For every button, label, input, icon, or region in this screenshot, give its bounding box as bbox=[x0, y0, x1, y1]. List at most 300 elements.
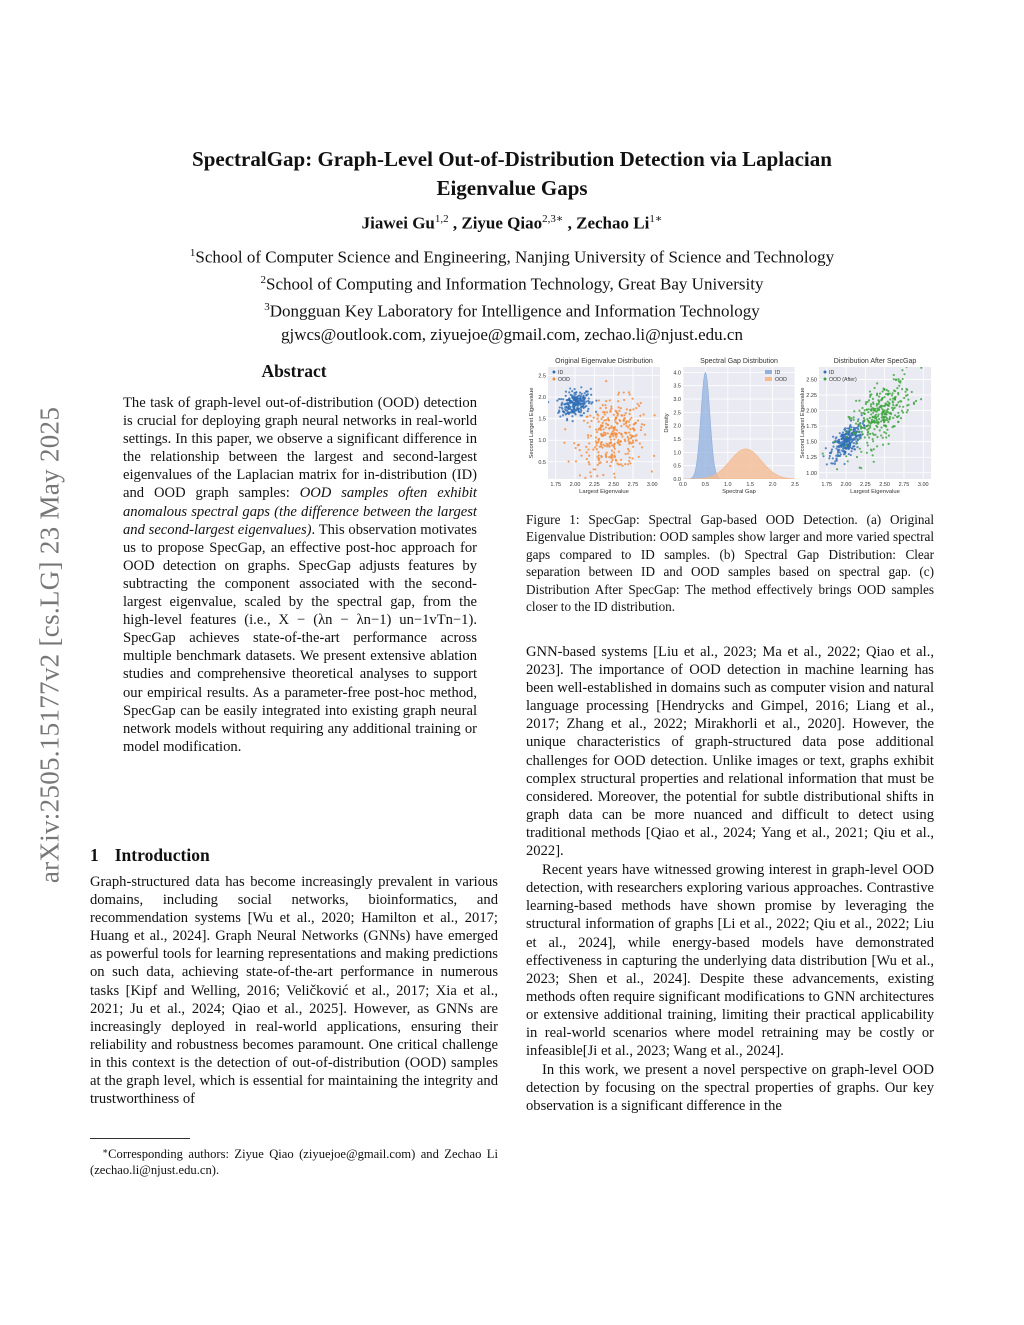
footnote-mark: ∗ bbox=[102, 1146, 109, 1156]
legend-marker bbox=[553, 371, 556, 374]
data-point bbox=[877, 413, 879, 415]
data-point bbox=[559, 406, 561, 408]
data-point bbox=[592, 449, 594, 451]
data-point bbox=[579, 449, 581, 451]
data-point bbox=[876, 394, 878, 396]
data-point bbox=[614, 434, 616, 436]
data-point bbox=[868, 399, 870, 401]
data-point bbox=[629, 462, 631, 464]
intro-paragraph: In this work, we present a novel perspective on graph-level OOD detection by focusing on the spectral properties of graphs. Our key observation is a significant difference in the bbox=[526, 1062, 934, 1115]
data-point bbox=[640, 402, 642, 404]
data-point bbox=[826, 463, 828, 465]
x-tick-label: 2.25 bbox=[588, 482, 600, 488]
data-point bbox=[604, 413, 606, 415]
data-point bbox=[635, 422, 637, 424]
author-affiliation-mark: 1∗ bbox=[649, 213, 663, 225]
data-point bbox=[561, 406, 563, 408]
data-point bbox=[828, 457, 830, 459]
data-point bbox=[861, 407, 863, 409]
x-tick-label: 1.75 bbox=[821, 482, 833, 488]
legend-label: ID bbox=[775, 370, 781, 376]
x-tick-label: 1.0 bbox=[723, 482, 732, 488]
data-point bbox=[865, 403, 867, 405]
data-point bbox=[607, 423, 609, 425]
data-point bbox=[587, 448, 589, 450]
y-axis-label: Density bbox=[664, 413, 670, 433]
email-list: gjwcs@outlook.com, ziyuejoe@gmail.com, zechao.li@njust.edu.cn bbox=[281, 325, 743, 345]
data-point bbox=[618, 432, 620, 434]
y-tick-label: 1.00 bbox=[806, 470, 817, 477]
data-point bbox=[619, 444, 621, 446]
data-point bbox=[920, 367, 922, 369]
data-point bbox=[616, 423, 618, 425]
data-point bbox=[653, 455, 655, 457]
data-point bbox=[850, 438, 852, 440]
data-point bbox=[577, 444, 579, 446]
data-point bbox=[881, 413, 883, 415]
data-point bbox=[637, 419, 639, 421]
data-point bbox=[588, 442, 590, 444]
data-point bbox=[578, 394, 580, 396]
data-point bbox=[595, 400, 597, 402]
data-point bbox=[894, 397, 896, 399]
abstract-heading: Abstract bbox=[261, 361, 327, 381]
data-point bbox=[887, 394, 889, 396]
data-point bbox=[861, 433, 863, 435]
data-point bbox=[896, 416, 898, 418]
legend-label: OOD bbox=[775, 377, 787, 383]
data-point bbox=[889, 418, 891, 420]
data-point bbox=[600, 445, 602, 447]
data-point bbox=[633, 423, 635, 425]
data-point bbox=[885, 432, 887, 434]
data-point bbox=[587, 436, 589, 438]
data-point bbox=[872, 438, 874, 440]
y-tick-label: 1.0 bbox=[538, 438, 546, 445]
data-point bbox=[610, 441, 612, 443]
data-point bbox=[579, 403, 581, 405]
x-tick-label: 2.5 bbox=[791, 482, 799, 488]
data-point bbox=[615, 411, 617, 413]
data-point bbox=[891, 426, 893, 428]
data-point bbox=[856, 456, 858, 458]
data-point bbox=[880, 405, 882, 407]
data-point bbox=[895, 404, 897, 406]
data-point bbox=[897, 392, 899, 394]
y-tick-label: 2.50 bbox=[806, 377, 817, 384]
data-point bbox=[568, 399, 570, 401]
data-point bbox=[626, 408, 628, 410]
data-point bbox=[587, 393, 589, 395]
data-point bbox=[836, 458, 838, 460]
data-point bbox=[855, 443, 857, 445]
data-point bbox=[901, 369, 903, 371]
title-line-1: SpectralGap: Graph-Level Out-of-Distribution Detection via Laplacian bbox=[192, 147, 832, 171]
data-point bbox=[860, 412, 862, 414]
data-point bbox=[637, 403, 639, 405]
data-point bbox=[579, 474, 581, 476]
data-point bbox=[878, 396, 880, 398]
data-point bbox=[892, 409, 894, 411]
data-point bbox=[620, 459, 622, 461]
data-point bbox=[864, 409, 866, 411]
data-point bbox=[632, 435, 634, 437]
data-point bbox=[575, 413, 577, 415]
data-point bbox=[587, 422, 589, 424]
data-point bbox=[568, 391, 570, 393]
data-point bbox=[568, 412, 570, 414]
data-point bbox=[878, 418, 880, 420]
data-point bbox=[625, 432, 627, 434]
data-point bbox=[886, 413, 888, 415]
figure-1-plots bbox=[526, 355, 936, 500]
data-point bbox=[596, 431, 598, 433]
data-point bbox=[862, 427, 864, 429]
data-point bbox=[597, 456, 599, 458]
data-point bbox=[855, 423, 857, 425]
data-point bbox=[633, 428, 635, 430]
data-point bbox=[876, 403, 878, 405]
data-point bbox=[892, 400, 894, 402]
x-axis-label: Largest Eigenvalue bbox=[579, 489, 629, 495]
data-point bbox=[624, 463, 626, 465]
data-point bbox=[618, 410, 620, 412]
data-point bbox=[858, 438, 860, 440]
data-point bbox=[623, 418, 625, 420]
data-point bbox=[832, 436, 834, 438]
data-point bbox=[870, 449, 872, 451]
data-point bbox=[612, 435, 614, 437]
data-point bbox=[641, 423, 643, 425]
data-point bbox=[867, 444, 869, 446]
data-point bbox=[873, 461, 875, 463]
data-point bbox=[618, 441, 620, 443]
data-point bbox=[894, 407, 896, 409]
data-point bbox=[869, 433, 871, 435]
data-point bbox=[894, 390, 896, 392]
data-point bbox=[873, 409, 875, 411]
data-point bbox=[851, 447, 853, 449]
data-point bbox=[632, 441, 634, 443]
section-number: 1 bbox=[90, 845, 99, 865]
data-point bbox=[844, 453, 846, 455]
y-tick-label: 3.5 bbox=[673, 383, 681, 390]
data-point bbox=[863, 424, 865, 426]
data-point bbox=[860, 427, 862, 429]
y-tick-label: 2.0 bbox=[673, 423, 681, 430]
data-point bbox=[867, 434, 869, 436]
data-point bbox=[855, 436, 857, 438]
data-point bbox=[588, 463, 590, 465]
data-point bbox=[835, 455, 837, 457]
data-point bbox=[896, 387, 898, 389]
data-point bbox=[860, 467, 862, 469]
data-point bbox=[899, 405, 901, 407]
data-point bbox=[873, 448, 875, 450]
data-point bbox=[843, 463, 845, 465]
data-point bbox=[547, 401, 549, 403]
data-point bbox=[842, 431, 844, 433]
data-point bbox=[905, 388, 907, 390]
data-point bbox=[599, 407, 601, 409]
data-point bbox=[843, 439, 845, 441]
data-point bbox=[876, 382, 878, 384]
data-point bbox=[613, 414, 615, 416]
data-point bbox=[620, 463, 622, 465]
data-point bbox=[617, 400, 619, 402]
data-point bbox=[907, 398, 909, 400]
data-point bbox=[855, 400, 857, 402]
data-point bbox=[643, 413, 645, 415]
data-point bbox=[902, 406, 904, 408]
data-point bbox=[836, 441, 838, 443]
x-tick-label: 2.00 bbox=[840, 482, 852, 488]
data-point bbox=[848, 441, 850, 443]
data-point bbox=[872, 403, 874, 405]
data-point bbox=[857, 420, 859, 422]
y-tick-label: 0.5 bbox=[538, 459, 546, 466]
data-point bbox=[638, 405, 640, 407]
data-point bbox=[863, 420, 865, 422]
data-point bbox=[869, 425, 871, 427]
y-tick-label: 2.5 bbox=[538, 373, 546, 380]
figure-caption: Figure 1: SpecGap: Spectral Gap-based OOD Detection. (a) Original Eigenvalue Distribution: OOD samples show larger and more varied spectral gaps compared to ID samples. (b) Spectral Gap Distribution: Clear separation between ID and OOD samples based on spectral gap. (c) Distribution After SpecGap: The method effectively brings OOD samples closer to the ID distribution. bbox=[526, 512, 934, 615]
data-point bbox=[608, 445, 610, 447]
affiliation-text: School of Computer Science and Engineering, Nanjing University of Science and Technology bbox=[195, 247, 835, 267]
data-point bbox=[874, 421, 876, 423]
data-point bbox=[609, 411, 611, 413]
x-tick-label: 2.25 bbox=[859, 482, 871, 488]
data-point bbox=[886, 417, 888, 419]
data-point bbox=[586, 416, 588, 418]
data-point bbox=[639, 415, 641, 417]
data-point bbox=[611, 433, 613, 435]
intro-paragraph: Graph-structured data has become increasingly prevalent in various domains, including social networks, bioinformatics, and recommendation systems [Wu et al., 2020; Hamilton et al., 2017; Huang et al., 2024]. Graph Neural Networks (GNNs) have emerged as powerful tools for learning representations and making predictions on such data, achieving state-of-the-art performance in numerous tasks [Kipf and Welling, 2016; Veličković et al., 2017; Xia et al., 2021; Ju et al., 2024; Qiao et al., 2025]. However, as GNNs are increasingly deployed in real-world applications, ensuring their reliability and robustness becomes paramount. One critical challenge in this context is the detection of out-of-distribution (OOD) samples at the graph level, which is essential for maintaining the integrity and trustworthiness of bbox=[90, 874, 498, 1108]
data-point bbox=[882, 419, 884, 421]
data-point bbox=[572, 411, 574, 413]
data-point bbox=[862, 423, 864, 425]
data-point bbox=[609, 435, 611, 437]
data-point bbox=[634, 435, 636, 437]
data-point bbox=[872, 440, 874, 442]
data-point bbox=[894, 414, 896, 416]
x-tick-label: 3.00 bbox=[646, 482, 658, 488]
data-point bbox=[858, 431, 860, 433]
data-point bbox=[623, 420, 625, 422]
data-point bbox=[846, 446, 848, 448]
legend-label: OOD (After) bbox=[829, 377, 857, 383]
data-point bbox=[608, 427, 610, 429]
data-point bbox=[627, 448, 629, 450]
affiliation bbox=[80, 242, 944, 269]
data-point bbox=[867, 432, 869, 434]
data-point bbox=[606, 411, 608, 413]
data-point bbox=[850, 426, 852, 428]
data-point bbox=[589, 471, 591, 473]
data-point bbox=[591, 401, 593, 403]
data-point bbox=[564, 428, 566, 430]
data-point bbox=[613, 451, 615, 453]
data-point bbox=[625, 412, 627, 414]
data-point bbox=[602, 422, 604, 424]
data-point bbox=[600, 443, 602, 445]
data-point bbox=[880, 434, 882, 436]
data-point bbox=[850, 441, 852, 443]
data-point bbox=[920, 398, 922, 400]
data-point bbox=[617, 439, 619, 441]
affiliation bbox=[80, 269, 944, 296]
data-point bbox=[597, 438, 599, 440]
x-tick-label: 2.50 bbox=[608, 482, 620, 488]
data-point bbox=[595, 444, 597, 446]
data-point bbox=[613, 444, 615, 446]
data-point bbox=[869, 390, 871, 392]
data-point bbox=[847, 460, 849, 462]
data-point bbox=[628, 431, 630, 433]
data-point bbox=[881, 390, 883, 392]
data-point bbox=[901, 410, 903, 412]
data-point bbox=[856, 446, 858, 448]
data-point bbox=[853, 416, 855, 418]
data-point bbox=[572, 402, 574, 404]
data-point bbox=[872, 454, 874, 456]
data-point bbox=[605, 407, 607, 409]
data-point bbox=[562, 398, 564, 400]
data-point bbox=[600, 426, 602, 428]
data-point bbox=[841, 449, 843, 451]
data-point bbox=[564, 408, 566, 410]
data-point bbox=[600, 418, 602, 420]
data-point bbox=[651, 470, 653, 472]
data-point bbox=[867, 411, 869, 413]
data-point bbox=[584, 477, 586, 479]
y-tick-label: 1.50 bbox=[806, 439, 817, 446]
data-point bbox=[613, 438, 615, 440]
data-point bbox=[883, 396, 885, 398]
data-point bbox=[588, 455, 590, 457]
data-point bbox=[860, 425, 862, 427]
data-point bbox=[883, 388, 885, 390]
data-point bbox=[597, 451, 599, 453]
data-point bbox=[905, 366, 907, 368]
data-point bbox=[638, 456, 640, 458]
data-point bbox=[585, 446, 587, 448]
abstract-text-part: The task of graph-level out-of-distribution (OOD) detection is crucial for deploying graph neural networks in real-world settings. In this paper, we observe a significant difference in the relationship between the largest and second-largest eigenvalues of the Laplacian matrix for in-distribution (ID) and OOD graph samples: bbox=[123, 395, 477, 502]
data-point bbox=[605, 400, 607, 402]
data-point bbox=[835, 436, 837, 438]
data-point bbox=[898, 385, 900, 387]
data-point bbox=[571, 415, 573, 417]
data-point bbox=[886, 429, 888, 431]
data-point bbox=[580, 400, 582, 402]
left-column-body bbox=[90, 873, 498, 1108]
data-point bbox=[582, 403, 584, 405]
data-point bbox=[847, 437, 849, 439]
data-point bbox=[609, 399, 611, 401]
data-point bbox=[902, 378, 904, 380]
data-point bbox=[636, 439, 638, 441]
data-point bbox=[590, 388, 592, 390]
data-point bbox=[870, 405, 872, 407]
data-point bbox=[623, 423, 625, 425]
data-point bbox=[887, 401, 889, 403]
data-point bbox=[623, 399, 625, 401]
abstract-emphasis: OOD samples often exhibit anomalous spectral gaps (the difference between the largest and second-largest eigenvalues) bbox=[123, 485, 477, 538]
data-point bbox=[579, 411, 581, 413]
data-point bbox=[559, 415, 561, 417]
data-point bbox=[870, 403, 872, 405]
data-point bbox=[610, 457, 612, 459]
section-title-text: Introduction bbox=[114, 845, 210, 865]
data-point bbox=[563, 442, 565, 444]
data-point bbox=[595, 497, 597, 499]
data-point bbox=[584, 392, 586, 394]
data-point bbox=[604, 432, 606, 434]
data-point bbox=[577, 401, 579, 403]
data-point bbox=[569, 387, 571, 389]
x-tick-label: 2.50 bbox=[879, 482, 891, 488]
data-point bbox=[610, 461, 612, 463]
data-point bbox=[868, 436, 870, 438]
data-point bbox=[590, 394, 592, 396]
data-point bbox=[565, 391, 567, 393]
author-affiliation-mark: 1,2 bbox=[434, 213, 449, 225]
data-point bbox=[587, 434, 589, 436]
data-point bbox=[894, 425, 896, 427]
data-point bbox=[837, 451, 839, 453]
data-point bbox=[875, 425, 877, 427]
data-point bbox=[846, 431, 848, 433]
data-point bbox=[838, 449, 840, 451]
data-point bbox=[849, 424, 851, 426]
data-point bbox=[891, 394, 893, 396]
data-point bbox=[835, 447, 837, 449]
data-point bbox=[576, 406, 578, 408]
y-tick-label: 0.5 bbox=[673, 463, 681, 470]
data-point bbox=[847, 416, 849, 418]
data-point bbox=[643, 424, 645, 426]
data-point bbox=[597, 464, 599, 466]
data-point bbox=[629, 409, 631, 411]
data-point bbox=[614, 448, 616, 450]
data-point bbox=[587, 410, 589, 412]
data-point bbox=[870, 393, 872, 395]
data-point bbox=[575, 460, 577, 462]
data-point bbox=[882, 437, 884, 439]
x-tick-label: 2.0 bbox=[768, 482, 777, 488]
data-point bbox=[629, 418, 631, 420]
data-point bbox=[614, 428, 616, 430]
data-point bbox=[902, 411, 904, 413]
data-point bbox=[565, 395, 567, 397]
data-point bbox=[621, 465, 623, 467]
data-point bbox=[853, 442, 855, 444]
data-point bbox=[899, 381, 901, 383]
data-point bbox=[822, 453, 824, 455]
data-point bbox=[635, 407, 637, 409]
data-point bbox=[625, 421, 627, 423]
data-point bbox=[590, 420, 592, 422]
data-point bbox=[882, 444, 884, 446]
data-point bbox=[829, 455, 831, 457]
data-point bbox=[610, 426, 612, 428]
data-point bbox=[556, 400, 558, 402]
data-point bbox=[904, 391, 906, 393]
data-point bbox=[609, 465, 611, 467]
data-point bbox=[598, 457, 600, 459]
plot-background bbox=[548, 367, 660, 479]
data-point bbox=[872, 398, 874, 400]
